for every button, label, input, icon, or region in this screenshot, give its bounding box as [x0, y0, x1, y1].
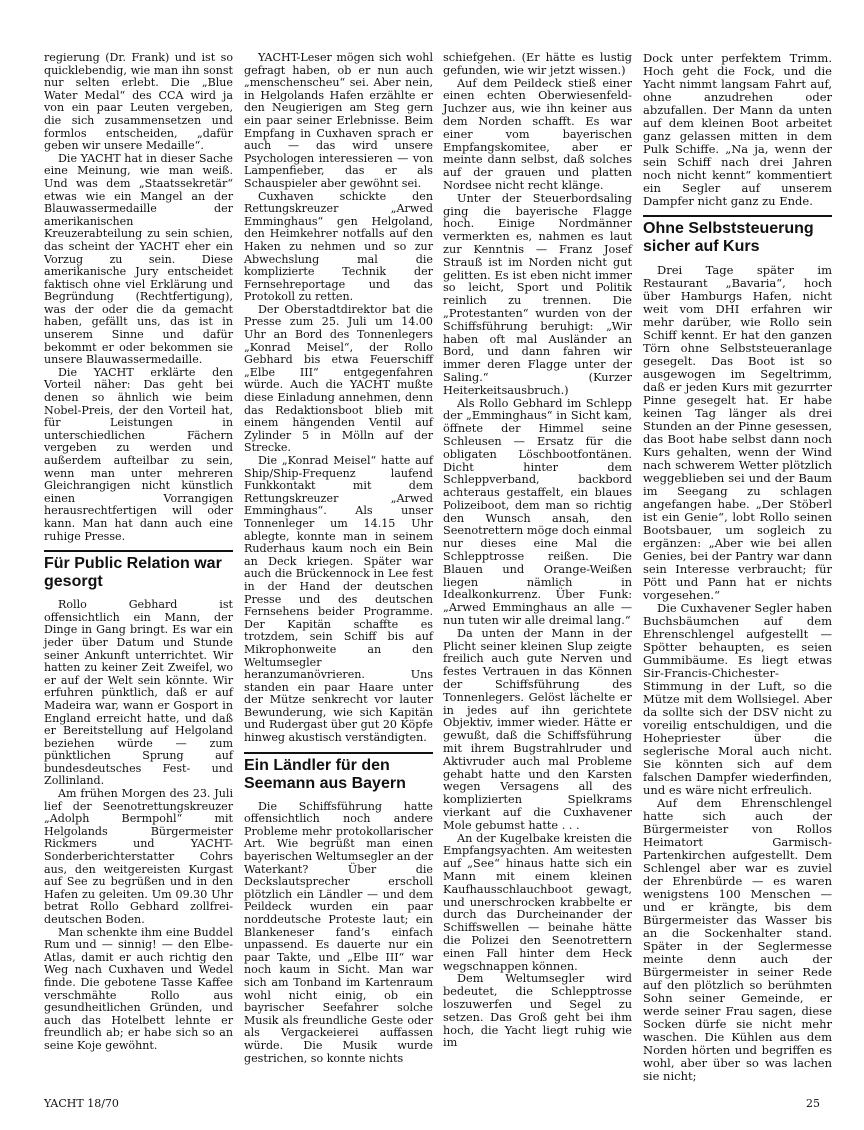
paragraph: Die „Konrad Meisel“ hatte auf Ship/Ship-Frequenz laufend Funkkontakt mit dem Rettungskreuzer „Arwed Emminghaus“. Als unser Tonnenleger um 14.15 Uhr ablegte, konnte man in seinem Ruderhaus kaum noch ein Bein an Deck kriegen. Später war auch die Brückennock in Lee fest in der Hand der deutschen Presse und des deutschen Fernsehens beider Programme. Der Kapitän schaffte es trotzdem, sein Schiff bis auf Mikrophonweite an den Weltumsegler heranzumanövrieren. Uns standen ein paar Haare unter der Mütze senkrecht vor lauter Bewunderung, wie sich Kapitän und Rudergast über gut 20 Köpfe hinweg akustisch verständigten.	[244, 454, 433, 745]
paragraph: Am frühen Morgen des 23. Juli lief der Seenotrettungskreuzer „Adolph Bermpohl“ mit Helgolands Bürgermeister Rickmers und YACHT-Sonderberichterstatter Cohrs aus, den weitgereisten Kurgast auf See zu begrüßen und in den Hafen zu geleiten. Um 09.30 Uhr betrat Rollo Gebhard zollfrei-deutschen Boden.	[44, 787, 233, 926]
paragraph: Drei Tage später im Restaurant „Bavaria“, hoch über Hamburgs Hafen, nicht weit vom DHI erfahren wir mehr darüber, wie Rollo sein Schiff kennt. Er hat den ganzen Törn ohne Selbststeueranlage gesegelt. Das Boot ist so ausgewogen im Segeltrimm, daß er jeden Kurs mit gezurrter Pinne gesegelt hat. Er habe keinen Tag länger als drei Stunden an der Pinne gesessen, das Boot habe selbst dann noch Kurs gehalten, wenn der Wind nach schwerem Wetter plötzlich weggeblieben sei und der Baum im Seegang zu schlagen angefangen habe. „Der Stöberl ist ein Genie“, lobt Rollo seinen Bootsbauer, um sogleich zu ergänzen: „Aber wie bei allen Genies, bei der Pantry war dann sein Interesse verbraucht; für Pött und Pann hat er nichts vorgesehen.“	[643, 263, 832, 602]
paragraph: YACHT-Leser mögen sich wohl gefragt haben, ob er nun auch „menschenscheu“ sei. Aber nein, in Helgolands Hafen erzählte er den Neugierigen am Steg gern ein paar seiner Erlebnisse. Beim Empfang in Cuxhaven sprach er auch — das wird unsere Psychologen interessieren — von Lampenfieber, das er als Schauspieler aber gewöhnt sei.	[244, 51, 433, 190]
paragraph: Unter der Steuerbordsaling ging die bayerische Flagge hoch. Einige Nordmänner vermerkten es, nahmen es laut zur Kenntnis — Franz Josef Strauß ist im Norden nicht gut gelitten. Es ist eben nicht immer so leicht, Sport und Politik reinlich zu trennen. Die „Protestanten“ wurden von der Schiffsführung beruhigt: „Wir haben oft mal Ausländer an Bord, und dann fahren wir immer deren Flagge unter der Saling.“ (Kurzer Heiterkeitsausbruch.)	[443, 191, 632, 397]
paragraph: Dem Weltumsegler wird bedeutet, die Schlepptrosse loszuwerfen und Segel zu setzen. Das Groß geht bei ihm hoch, die Yacht liegt ruhig wie im	[443, 972, 632, 1050]
paragraph: Dock unter perfektem Trimm. Hoch geht die Fock, und die Yacht nimmt langsam Fahrt auf, ohne anzudrehen oder abzufallen. Der Mann da unten auf dem kleinen Boot arbeitet ganz gelassen mitten in dem Pulk Schiffe. „Na ja, wenn der sein Schiff nach drei Jahren noch nicht kennt“ kommentiert ein Segler auf unserem Dampfer nicht ganz zu Ende.	[643, 51, 832, 208]
paragraph: Cuxhaven schickte den Rettungskreuzer „Arwed Emminghaus“ gen Helgoland, den Heimkehrer notfalls auf den Haken zu nehmen und so zur Abwechslung mal die komplizierte Technik der Fernsehreportage und das Protokoll zu retten.	[244, 189, 433, 304]
paragraph: Da unten der Mann in der Plicht seiner kleinen Slup zeigte freilich auch gute Nerven und festes Vertrauen in das Können der Schiffsführung des Tonnenlegers. Gelöst lächelte er in jedes auf ihn gerichtete Objektiv, immer wieder. Hätte er gewußt, daß die Schiffsführung mit ihrem Bugstrahlruder und Aktivruder auch mal Probleme gehabt hatte und den Karsten wegen Versagens all des komplizierten Spielkrams vierkant auf die Cuxhavener Mole gebumst hatte . . .	[443, 626, 632, 832]
paragraph: Die Schiffsführung hatte offensichtlich noch andere Probleme mehr protokollarischer Art. Wie begrüßt man einen bayerischen Weltumsegler an der Waterkant? Über die Deckslautsprecher erscholl plötzlich ein Ländler — und dem Peildeck wurden ein paar norddeutsche Proteste laut; ein Blankeneser fand’s einfach unpassend. Es dauerte nur ein paar Takte, und „Elbe III“ war noch kaum in Sicht. Man war sich am Tonband im Kartenraum wohl nicht einig, ob ein bayrischer Seefahrer solche Musik als freundliche Geste oder als Vergackeierei auffassen würde. Die Musik wurde gestrichen, so konnte nichts	[244, 799, 433, 1065]
section-heading: Ein Ländler für den Seemann aus Bayern	[244, 752, 433, 793]
column-4	[643, 52, 832, 1083]
paragraph: regierung (Dr. Frank) und ist so quicklebendig, wie man ihn sonst nur selten erlebt. Die „Blue Water Medal“ des CCA wird ja von ein paar Leuten vergeben, die sich zusammensetzen und formlos entscheiden, „dafür geben wir unsere Medaille“.	[44, 51, 233, 153]
paragraph: Die Cuxhavener Segler haben Buchsbäumchen auf dem Ehrenschlengel aufgestellt — Spötter behaupten, es seien Gummibäume. Es liegt etwas Sir-Francis-Chichester-Stimmung in der Luft, so die Mütze mit dem Wollsiegel. Aber da sollte sich der DSV nicht zu voreilig entschuldigen, und die Hohepriester über die seglerische Moral auch nicht. Sie könnten sich auf dem falschen Dampfer wiederfinden, und es wäre nicht erfreulich.	[643, 601, 832, 797]
paragraph: Auf dem Peildeck stieß einer einen echten Oberwiesenfeld-Juchzer aus, wie ihn keiner aus dem Norden schafft. Es war einer vom bayerischen Empfangskomitee, aber er meinte dann selbst, daß solches auf der grauen und platten Nordsee nicht recht klänge.	[443, 76, 632, 192]
magazine-issue-label: YACHT 18/70	[44, 1097, 119, 1110]
paragraph: Auf dem Ehrenschlengel hatte sich auch der Bürgermeister von Rollos Heimatort Garmisch-Partenkirchen aufgestellt. Dem Schlengel aber war es zuviel der Ehrenbürde — es waren wenigstens 100 Menschen — und er krängte, bis dem Bürgermeister das Wasser bis an die Sockenhalter stand. Später in der Seglermesse meinte denn auch der Bürgermeister in seiner Rede auf den plötzlich so berühmten Sohn seiner Gemeinde, er werde seiner Frau sagen, diese Socken dürfe sie nicht mehr waschen. Die Kühlen aus dem Norden hörten und begriffen es wohl, aber über so was lachen sie nicht;	[643, 796, 832, 1083]
section-heading: Ohne Selbststeuerung sicher auf Kurs	[643, 215, 832, 256]
paragraph: An der Kugelbake kreisten die Empfangsyachten. Am weitesten auf „See“ hinaus hatte sich ein Mann mit einem kleinen Kaufhausschlauchboot gewagt, und unerschrocken krabbelte er durch das Durcheinander der Schiffswellen — beinahe hätte die Polizei den Seenotrettern einen Fall hinter dem Heck wegschnappen können.	[443, 831, 632, 973]
paragraph: Der Oberstadtdirektor bat die Presse zum 25. Juli um 14.00 Uhr an Bord des Tonnenlegers „Konrad Meisel“, der Rollo Gebhard bis etwa Feuerschiff „Elbe III“ entgegenfahren würde. Auch die YACHT mußte diese Einladung annehmen, denn das Redaktionsboot blieb mit einem hängenden Ventil auf Zylinder 5 in Mölln auf der Strecke.	[244, 302, 433, 455]
paragraph: schiefgehen. (Er hätte es lustig gefunden, wie wir jetzt wissen.)	[443, 51, 632, 77]
column-3	[443, 52, 632, 1050]
column-2	[244, 52, 433, 1065]
section-heading: Für Public Relation war gesorgt	[44, 550, 233, 591]
paragraph: Man schenkte ihm eine Buddel Rum und — sinnig! — den Elbe-Atlas, damit er auch richtig den Weg nach Cuxhaven und Wedel finde. Die gebotene Tasse Kaffee verschmähte Rollo aus gesundheitlichen Gründen, und auch das Hotelbett lehnte er freundlich ab; er habe sich so an seine Koje gewöhnt.	[44, 925, 233, 1052]
page-number: 25	[806, 1097, 820, 1110]
paragraph: Die YACHT hat in dieser Sache eine Meinung, wie man weiß. Und was dem „Staatssekretär“ etwas wie ein Mangel an der Blauwassermedaille der amerikanischen Kreuzerabteilung zu sein schien, das scheint der YACHT eher ein Vorzug zu sein. Diese amerikanische Jury entscheidet faktisch ohne viel Erklärung und Begründung (Rechtfertigung), was der oder die da gemacht haben, gefällt uns, das ist in unserem Sinne und dafür bekommt er oder bekommen sie unsere Blauwassermedaille.	[44, 151, 233, 367]
paragraph: Als Rollo Gebhard im Schlepp der „Emminghaus“ in Sicht kam, öffnete der Himmel seine Schleusen — Ersatz für die obligaten Löschbootfontänen. Dicht hinter dem Schleppverband, backbord achteraus gestaffelt, ein blaues Polizeiboot, dem man so richtig den Wunsch ansah, den Seenotrettern möge doch einmal nur dieses eine Mal die Schlepptrosse reißen. Die Blauen und Orange-Weißen liegen nämlich in Idealkonkurrenz. Über Funk: „Arwed Emminghaus an alle — nun tuten wir alle dreimal lang.“	[443, 396, 632, 628]
paragraph: Die YACHT erklärte den Vorteil näher: Das geht bei denen so ähnlich wie beim Nobel-Preis, der den Vorteil hat, für Leistungen in unterschiedlichen Fächern vergeben zu werden und außerdem aufteilbar zu sein, wenn man unter mehreren Gleichrangigen nicht künstlich einen Vorrangigen herausrechtfertigen will oder kann. Man hat dann auch eine ruhige Presse.	[44, 365, 233, 543]
column-1	[44, 52, 233, 1053]
paragraph: Rollo Gebhard ist offensichtlich ein Mann, der Dinge in Gang bringt. Es war ein jeder über Datum und Stunde seiner Ankunft unterrichtet. Wir hatten zu keiner Zeit Zweifel, wo er auf der Welt sein könnte. Wir erfuhren pünktlich, daß er auf Madeira war, wann er Gosport in England erreicht hatte, und daß er Bereitstellung auf Helgoland beziehen würde — zum pünktlichen Sprung auf bundesdeutsches Fest- und Zollinland.	[44, 598, 233, 788]
